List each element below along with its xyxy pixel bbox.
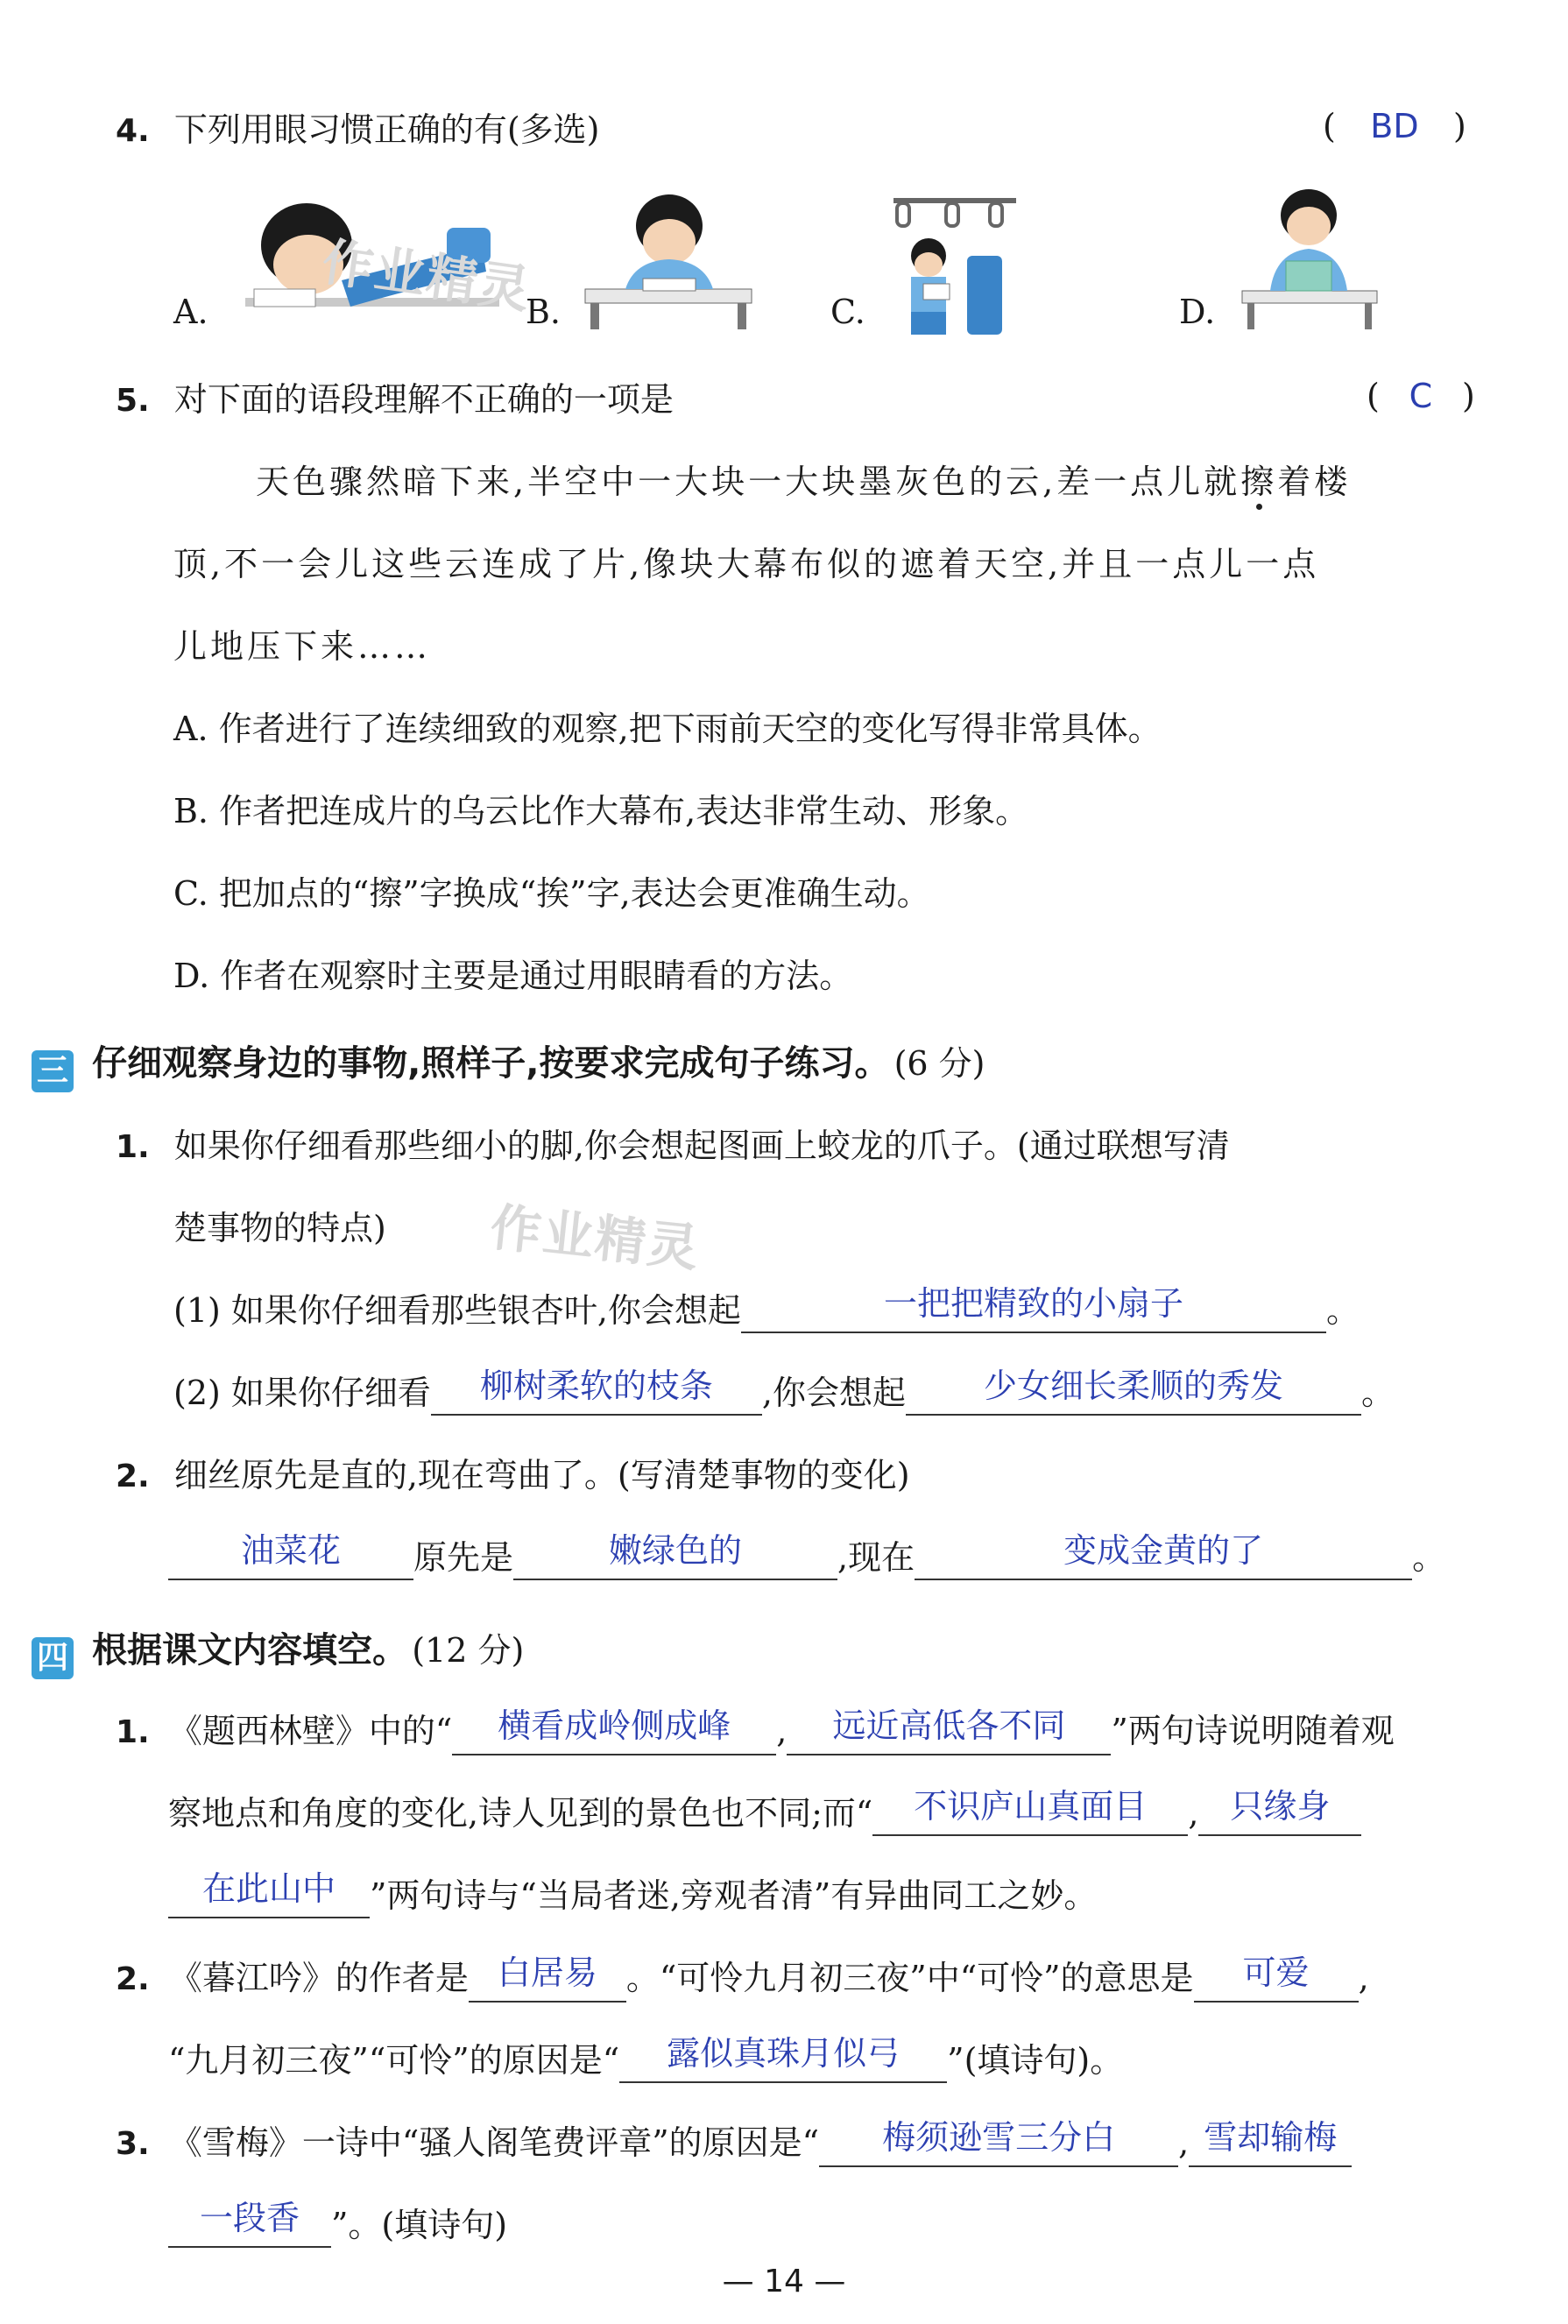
s3-q2-answer-1: 油菜花 bbox=[240, 1531, 341, 1570]
period: 。 bbox=[1361, 1374, 1395, 1412]
s4-q1-prefix: 《题西林壁》中的“ bbox=[168, 1712, 453, 1750]
s3-s2-blank-2[interactable] bbox=[906, 1367, 1361, 1416]
s3-q1-number: 1. bbox=[116, 1129, 150, 1165]
s4-q1-line2 bbox=[168, 1787, 1361, 1836]
s3-q2-blank-2[interactable] bbox=[513, 1531, 837, 1580]
q4-answer: BD bbox=[1370, 107, 1419, 145]
page-number: — 14 — bbox=[722, 2264, 846, 2299]
boy-reading-upright-icon bbox=[1235, 186, 1384, 338]
s3-sentence-1 bbox=[173, 1284, 1360, 1333]
s3-q1-line2: 楚事物的特点) bbox=[173, 1209, 386, 1247]
s4-q3-answer-3: 一段香 bbox=[199, 2199, 300, 2237]
comma: , bbox=[776, 1712, 788, 1750]
s4-q2-answer-2: 可爱 bbox=[1242, 1953, 1310, 1992]
q5-option-c: C. 把加点的“擦”字换成“挨”字,表达会更准确生动。 bbox=[173, 874, 930, 913]
s4-q3-prefix: 《雪梅》一诗中“骚人阁笔费评章”的原因是“ bbox=[168, 2123, 820, 2162]
q4-option-c-label: C. bbox=[830, 293, 865, 331]
s4-q3-answer-2: 雪却输梅 bbox=[1204, 2118, 1338, 2157]
s4-q1-answer-1: 横看成岭侧成峰 bbox=[498, 1706, 731, 1745]
s3-s2-blank-1[interactable] bbox=[431, 1367, 762, 1416]
s3-s2-prefix: (2) 如果你仔细看 bbox=[173, 1374, 431, 1412]
s4-q2-answer-1: 白居易 bbox=[497, 1953, 597, 1992]
s3-q2-blank-1[interactable] bbox=[168, 1531, 413, 1580]
q5-prompt bbox=[116, 377, 674, 424]
boy-reading-on-bus-icon bbox=[885, 186, 1025, 343]
q5-answer: C bbox=[1409, 377, 1433, 415]
s4-q1-blank-1[interactable] bbox=[452, 1706, 776, 1755]
s4-q1-blank-4[interactable] bbox=[1198, 1787, 1361, 1836]
q5-text: 对下面的语段理解不正确的一项是 bbox=[173, 380, 674, 419]
s4-q3-answer-1: 梅须逊雪三分白 bbox=[882, 2118, 1116, 2157]
s4-q2-line2 bbox=[168, 2034, 1124, 2083]
s4-q3-suffix: ”。(填诗句) bbox=[331, 2206, 508, 2244]
s3-q2-blank-3[interactable] bbox=[915, 1531, 1412, 1580]
s3-s1-blank[interactable] bbox=[741, 1284, 1326, 1333]
section-3-score: (6 分) bbox=[893, 1044, 985, 1083]
comma: , bbox=[1188, 1794, 1199, 1833]
s4-q2-line2-suffix: ”(填诗句)。 bbox=[947, 2041, 1124, 2080]
q5-number: 5. bbox=[116, 383, 150, 419]
watermark-1: 作业精灵 bbox=[318, 231, 535, 321]
s3-q1-line1 bbox=[116, 1123, 1230, 1170]
s4-q1-number: 1. bbox=[116, 1714, 150, 1750]
s4-q2-number: 2. bbox=[116, 1961, 150, 1997]
s4-q2-prefix: 《暮江吟》的作者是 bbox=[168, 1959, 469, 1997]
q4-prompt bbox=[116, 107, 599, 154]
q5-option-a: A. 作者进行了连续细致的观察,把下雨前天空的变化写得非常具体。 bbox=[173, 710, 1162, 748]
section-4-badge: 四 bbox=[32, 1637, 74, 1679]
q5-option-b: B. 作者把连成片的乌云比作大幕布,表达非常生动、形象。 bbox=[173, 792, 1029, 830]
s3-q2-answer-line bbox=[168, 1531, 1446, 1580]
q4-option-a-label: A. bbox=[173, 293, 208, 331]
s4-q2-middle: 。“可怜九月初三夜”中“可怜”的意思是 bbox=[625, 1959, 1194, 1997]
s4-q1-line1 bbox=[116, 1708, 1395, 1755]
s3-sentence-2 bbox=[173, 1367, 1395, 1416]
s4-q1-line3-suffix: ”两句诗与“当局者迷,旁观者清”有异曲同工之妙。 bbox=[370, 1876, 1098, 1915]
q4-option-d-label: D. bbox=[1179, 293, 1216, 331]
q5-option-d: D. 作者在观察时主要是通过用眼睛看的方法。 bbox=[173, 957, 853, 995]
passage-text: 着楼 bbox=[1277, 463, 1352, 501]
s4-q1-answer-4: 只缘身 bbox=[1230, 1787, 1331, 1826]
s4-q2-blank-3[interactable] bbox=[619, 2034, 947, 2083]
s4-q2-line1 bbox=[116, 1955, 1369, 2003]
s4-q1-blank-3[interactable] bbox=[872, 1787, 1188, 1836]
s3-s1-prefix: (1) 如果你仔细看那些银杏叶,你会想起 bbox=[173, 1291, 741, 1330]
section-4-heading bbox=[32, 1622, 524, 1679]
s3-q2-number: 2. bbox=[116, 1459, 150, 1494]
watermark-2: 作业精灵 bbox=[487, 1197, 703, 1279]
s4-q1-answer-5: 在此山中 bbox=[201, 1869, 335, 1908]
s4-q1-answer-2: 远近高低各不同 bbox=[832, 1706, 1066, 1745]
passage-text: 天色骤然暗下来,半空中一大块一大块墨灰色的云,差一点儿就 bbox=[256, 463, 1241, 501]
s4-q3-blank-2[interactable] bbox=[1189, 2118, 1352, 2167]
s3-q2-answer-2: 嫩绿色的 bbox=[609, 1531, 743, 1570]
section-3-title: 仔细观察身边的事物,照样子,按要求完成句子练习。 bbox=[92, 1043, 890, 1084]
s4-q3-number: 3. bbox=[116, 2126, 150, 2162]
s3-s1-answer: 一把把精致的小扇子 bbox=[883, 1284, 1183, 1323]
s3-s2-answer-1: 柳树柔软的枝条 bbox=[479, 1367, 713, 1405]
s3-q2-middle-1: 原先是 bbox=[413, 1538, 514, 1577]
s3-s2-answer-2: 少女细长柔顺的秀发 bbox=[984, 1367, 1284, 1405]
s4-q3-blank-3[interactable] bbox=[168, 2199, 331, 2248]
period: 。 bbox=[1412, 1538, 1446, 1577]
s3-q2-text: 细丝原先是直的,现在弯曲了。(写清楚事物的变化) bbox=[173, 1456, 910, 1494]
section-3-heading bbox=[32, 1035, 985, 1092]
s4-q1-suffix: ”两句诗说明随着观 bbox=[1111, 1712, 1395, 1750]
s4-q3-blank-1[interactable] bbox=[819, 2118, 1178, 2167]
q5-passage-line1 bbox=[256, 459, 1351, 505]
q5-answer-bracket: ( C ) bbox=[1367, 377, 1475, 415]
s4-q1-line3 bbox=[168, 1869, 1098, 1918]
s4-q3-line1 bbox=[116, 2120, 1352, 2167]
section-3-badge: 三 bbox=[32, 1050, 74, 1092]
q5-passage-line3: 儿地压下来…… bbox=[173, 627, 432, 666]
s4-q1-blank-5[interactable] bbox=[168, 1869, 370, 1918]
s3-q2-middle-2: ,现在 bbox=[837, 1538, 915, 1577]
q4-option-b-label: B. bbox=[526, 293, 562, 331]
q4-number: 4. bbox=[116, 113, 150, 149]
s3-q1-text: 如果你仔细看那些细小的脚,你会想起图画上蛟龙的爪子。(通过联想写清 bbox=[173, 1127, 1230, 1165]
q5-passage-line2: 顶,不一会儿这些云连成了片,像块大幕布似的遮着天空,并且一点儿一点 bbox=[173, 545, 1320, 583]
comma: , bbox=[1178, 2123, 1190, 2162]
section-4-title: 根据课文内容填空。 bbox=[92, 1630, 408, 1671]
s3-s2-middle: ,你会想起 bbox=[761, 1374, 907, 1412]
s4-q2-answer-3: 露似真珠月似弓 bbox=[667, 2034, 901, 2073]
s4-q3-line2 bbox=[168, 2199, 508, 2248]
section-4-score: (12 分) bbox=[412, 1631, 525, 1670]
boy-reading-at-desk-icon bbox=[582, 191, 757, 335]
comma: , bbox=[1358, 1959, 1369, 1997]
s3-q2-prompt bbox=[116, 1452, 910, 1500]
s4-q2-line2-prefix: “九月初三夜”“可怜”的原因是“ bbox=[168, 2041, 620, 2080]
s4-q1-answer-3: 不识庐山真面目 bbox=[914, 1787, 1148, 1826]
period: 。 bbox=[1326, 1291, 1360, 1330]
s4-q2-blank-2[interactable] bbox=[1194, 1953, 1359, 2003]
emphasized-char: 擦 bbox=[1240, 463, 1278, 501]
s4-q2-blank-1[interactable] bbox=[469, 1953, 626, 2003]
s4-q1-line2-prefix: 察地点和角度的变化,诗人见到的景色也不同;而“ bbox=[168, 1794, 873, 1833]
s4-q1-blank-2[interactable] bbox=[787, 1706, 1111, 1755]
s3-q2-answer-3: 变成金黄的了 bbox=[1063, 1531, 1264, 1570]
q4-text: 下列用眼习惯正确的有(多选) bbox=[173, 110, 600, 149]
q4-answer-bracket: ( BD ) bbox=[1323, 107, 1466, 145]
